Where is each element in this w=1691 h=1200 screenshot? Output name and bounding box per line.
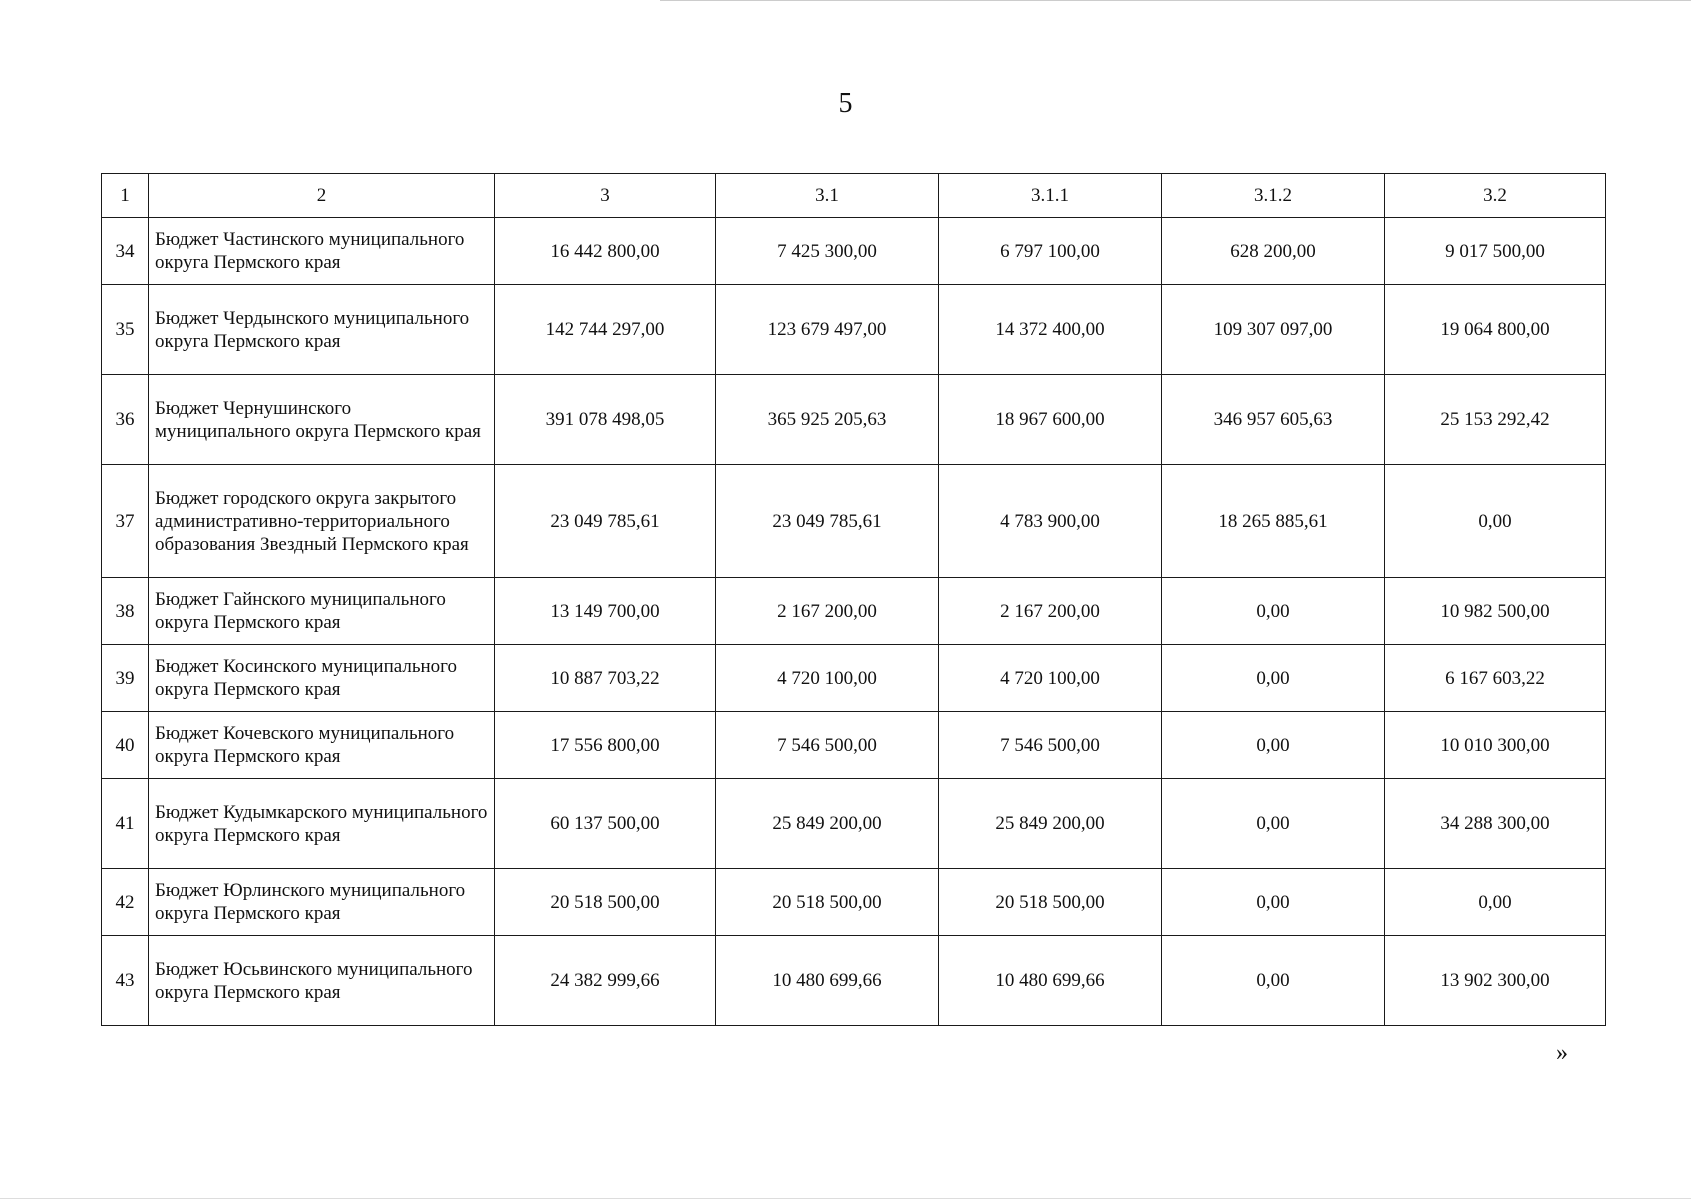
budget-name-cell: Бюджет Юсьвинского муниципального округа Пермского края xyxy=(149,936,495,1026)
row-number-cell: 38 xyxy=(102,578,149,645)
row-number-cell: 35 xyxy=(102,285,149,375)
value-cell-3-2: 13 902 300,00 xyxy=(1385,936,1606,1026)
value-cell-3-1: 2 167 200,00 xyxy=(716,578,939,645)
table-row xyxy=(102,285,1606,375)
value-cell-3-2: 34 288 300,00 xyxy=(1385,779,1606,869)
value-cell-3-1-2: 0,00 xyxy=(1162,712,1385,779)
budget-name-cell: Бюджет Частинского муниципального округа Пермского края xyxy=(149,218,495,285)
row-number-cell: 42 xyxy=(102,869,149,936)
value-cell-3-1-2: 346 957 605,63 xyxy=(1162,375,1385,465)
value-cell-3: 60 137 500,00 xyxy=(495,779,716,869)
row-number-cell: 36 xyxy=(102,375,149,465)
value-cell-3-1-1: 25 849 200,00 xyxy=(939,779,1162,869)
value-cell-3-2: 9 017 500,00 xyxy=(1385,218,1606,285)
scan-edge-bottom xyxy=(0,1198,1691,1199)
page-number: 5 xyxy=(838,88,853,119)
budget-name-cell: Бюджет Чернушинского муниципального округа Пермского края xyxy=(149,375,495,465)
header-cell: 3.1.1 xyxy=(939,174,1162,218)
value-cell-3-1: 10 480 699,66 xyxy=(716,936,939,1026)
value-cell-3-1-2: 0,00 xyxy=(1162,936,1385,1026)
value-cell-3-2: 6 167 603,22 xyxy=(1385,645,1606,712)
row-number-cell: 37 xyxy=(102,465,149,578)
value-cell-3-2: 25 153 292,42 xyxy=(1385,375,1606,465)
row-number-cell: 39 xyxy=(102,645,149,712)
table-row xyxy=(102,578,1606,645)
budget-name-cell: Бюджет Гайнского муниципального округа Пермского края xyxy=(149,578,495,645)
budget-name-cell: Бюджет городского округа закрытого административно-территориального образования Звездный Пермского края xyxy=(149,465,495,578)
value-cell-3-1: 25 849 200,00 xyxy=(716,779,939,869)
header-cell: 1 xyxy=(102,174,149,218)
header-cell: 2 xyxy=(149,174,495,218)
value-cell-3-2: 10 982 500,00 xyxy=(1385,578,1606,645)
value-cell-3: 17 556 800,00 xyxy=(495,712,716,779)
value-cell-3-1-2: 0,00 xyxy=(1162,869,1385,936)
value-cell-3-1-1: 6 797 100,00 xyxy=(939,218,1162,285)
value-cell-3-1-2: 109 307 097,00 xyxy=(1162,285,1385,375)
value-cell-3-1-2: 0,00 xyxy=(1162,578,1385,645)
budget-name-cell: Бюджет Кочевского муниципального округа Пермского края xyxy=(149,712,495,779)
table-row xyxy=(102,712,1606,779)
value-cell-3-1-1: 2 167 200,00 xyxy=(939,578,1162,645)
value-cell-3: 16 442 800,00 xyxy=(495,218,716,285)
value-cell-3: 24 382 999,66 xyxy=(495,936,716,1026)
header-cell: 3.1.2 xyxy=(1162,174,1385,218)
value-cell-3-1-1: 18 967 600,00 xyxy=(939,375,1162,465)
value-cell-3-1: 20 518 500,00 xyxy=(716,869,939,936)
table-row xyxy=(102,645,1606,712)
value-cell-3-2: 0,00 xyxy=(1385,465,1606,578)
value-cell-3-1: 4 720 100,00 xyxy=(716,645,939,712)
value-cell-3: 10 887 703,22 xyxy=(495,645,716,712)
value-cell-3: 391 078 498,05 xyxy=(495,375,716,465)
value-cell-3-1-1: 4 783 900,00 xyxy=(939,465,1162,578)
header-cell: 3.1 xyxy=(716,174,939,218)
value-cell-3-1-2: 0,00 xyxy=(1162,779,1385,869)
scan-edge-top xyxy=(660,0,1691,1)
header-cell: 3 xyxy=(495,174,716,218)
continuation-mark: » xyxy=(1556,1040,1568,1066)
budget-table xyxy=(101,173,1606,1026)
value-cell-3-1: 7 546 500,00 xyxy=(716,712,939,779)
row-number-cell: 34 xyxy=(102,218,149,285)
value-cell-3-1-1: 4 720 100,00 xyxy=(939,645,1162,712)
budget-name-cell: Бюджет Косинского муниципального округа Пермского края xyxy=(149,645,495,712)
table-row xyxy=(102,375,1606,465)
value-cell-3-1-1: 10 480 699,66 xyxy=(939,936,1162,1026)
row-number-cell: 43 xyxy=(102,936,149,1026)
table-row xyxy=(102,936,1606,1026)
budget-name-cell: Бюджет Юрлинского муниципального округа Пермского края xyxy=(149,869,495,936)
value-cell-3-1-1: 20 518 500,00 xyxy=(939,869,1162,936)
value-cell-3: 23 049 785,61 xyxy=(495,465,716,578)
value-cell-3: 20 518 500,00 xyxy=(495,869,716,936)
table-row xyxy=(102,218,1606,285)
value-cell-3-1: 123 679 497,00 xyxy=(716,285,939,375)
value-cell-3: 13 149 700,00 xyxy=(495,578,716,645)
budget-name-cell: Бюджет Кудымкарского муниципального округа Пермского края xyxy=(149,779,495,869)
value-cell-3-1-2: 628 200,00 xyxy=(1162,218,1385,285)
value-cell-3-2: 0,00 xyxy=(1385,869,1606,936)
row-number-cell: 40 xyxy=(102,712,149,779)
header-cell: 3.2 xyxy=(1385,174,1606,218)
value-cell-3: 142 744 297,00 xyxy=(495,285,716,375)
value-cell-3-1-1: 14 372 400,00 xyxy=(939,285,1162,375)
value-cell-3-1-2: 0,00 xyxy=(1162,645,1385,712)
value-cell-3-2: 10 010 300,00 xyxy=(1385,712,1606,779)
value-cell-3-1: 23 049 785,61 xyxy=(716,465,939,578)
table-row xyxy=(102,465,1606,578)
row-number-cell: 41 xyxy=(102,779,149,869)
value-cell-3-1-1: 7 546 500,00 xyxy=(939,712,1162,779)
value-cell-3-1: 365 925 205,63 xyxy=(716,375,939,465)
table-row xyxy=(102,779,1606,869)
table-header-row xyxy=(102,174,1606,218)
value-cell-3-2: 19 064 800,00 xyxy=(1385,285,1606,375)
value-cell-3-1: 7 425 300,00 xyxy=(716,218,939,285)
budget-name-cell: Бюджет Чердынского муниципального округа Пермского края xyxy=(149,285,495,375)
value-cell-3-1-2: 18 265 885,61 xyxy=(1162,465,1385,578)
table-row xyxy=(102,869,1606,936)
